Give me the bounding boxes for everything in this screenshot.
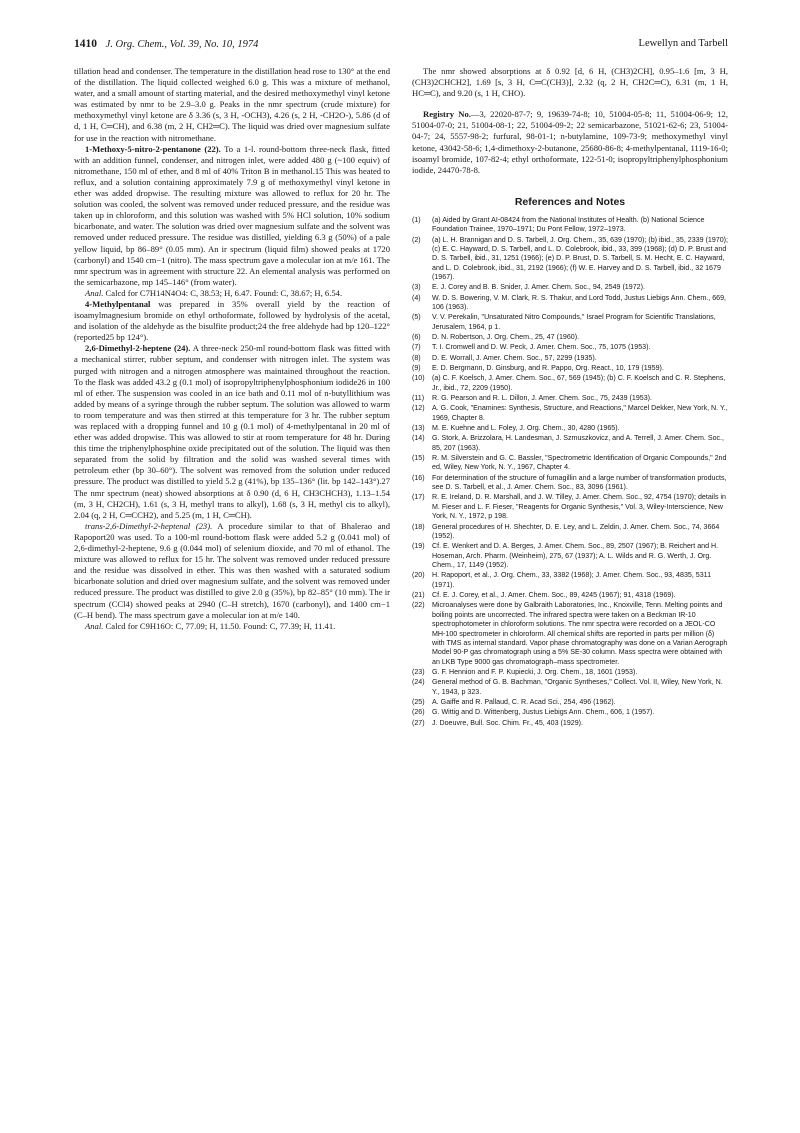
reference-number: (18) xyxy=(412,522,425,531)
journal-citation: J. Org. Chem., Vol. 39, No. 10, 1974 xyxy=(105,39,259,50)
reference-number: (1) xyxy=(412,215,421,224)
running-authors: Lewellyn and Tarbell xyxy=(638,38,728,49)
reference-number: (21) xyxy=(412,591,425,600)
reference-item xyxy=(412,354,728,363)
reference-number: (19) xyxy=(412,542,425,551)
running-header xyxy=(74,36,728,52)
reference-item xyxy=(412,333,728,342)
reference-number: (6) xyxy=(412,333,421,342)
reference-text: For determination of the structure of fumagillin and a large number of transformation products, see D. S. Tarbell, et al., J. Amer. Chem. Soc., 83, 3096 (1961). xyxy=(432,473,727,492)
reference-number: (5) xyxy=(412,313,421,322)
reference-text: (a) L. H. Brannigan and D. S. Tarbell, J. Org. Chem., 35, 639 (1970); (b) ibid., 35, 2339 (1970); (c) E. C. Hayward, D. S. Tarbell, and L. D. Colebrook, ibid., 33, 399 (1968); (d) D. P. Brust and D. S. Tarbell, ibid., 31, 1251 (1966); (e) D. P. Brust, D. S. Tarbell, S. M. Hecht, E. C. Hayward, and L. D. Colebrook, ibid., 31, 2192 (1966); (f) W. E. Harvey and D. S. Tarbell, ibid., 32 1679 (1967). xyxy=(432,235,728,282)
paragraph-compound-22 xyxy=(74,144,390,288)
reference-text: (a) C. F. Koelsch, J. Amer. Chem. Soc., 67, 569 (1945); (b) C. F. Koelsch and C. R. Stephens, Jr., ibid., 72, 2209 (1950). xyxy=(432,374,726,392)
reference-number: (12) xyxy=(412,404,425,413)
paragraph-analysis-23 xyxy=(74,621,390,632)
reference-item xyxy=(412,343,728,352)
paragraph-compound-24 xyxy=(74,343,390,521)
paragraph-text: To a 1-l. round-bottom three-neck flask, fitted with an addition funnel, condenser, and nitrogen inlet, were added 480 g (~100 equiv) of nitromethane, 150 ml of ether, and 8 ml of 40% Triton B in methanol.15 This was heated to reflux, and a solution containing approximately 7.9 g of methoxymethyl vinyl ketone in ether was added dropwise. The resulting mixture was allowed to reflux for 20 hr. The solution was cooled, the solvent was removed under reduced pressure, and the residue was taken up in chloroform, and this solution was washed with 5% HCl solution, 10% sodium bicarbonate, and water. The solution was dried over magnesium sulfate and the solvent was removed under reduced pressure. The residue was distilled, yielding 6.3 g (50%) of a pale yellow liquid, bp 86–89° (0.05 mm). An ir spectrum (liquid film) showed peaks at 1720 (carbonyl) and 1540 cm−1 (nitro). The mass spectrum gave a molecular ion at m/e 161. The nmr spectrum was in agreement with structure 22. An elemental analysis was performed on the semicarbazone, mp 145–146° (from water). xyxy=(74,143,390,287)
reference-text: E. D. Bergmann, D. Ginsburg, and R. Pappo, Org. React., 10, 179 (1959). xyxy=(432,364,664,373)
registry-text: —3, 22020-87-7; 9, 19639-74-8; 10, 51004-05-8; 11, 51004-06-9; 12, 51004-07-0; 21, 51004-08-1; 22, 51004-09-2; 22 semicarbazone, 51021-62-6; 23, 51004-04-7; 24, 5557-98-2; furfural, 98-01-1; n-butylamine, 109-73-9; methoxymethyl vinyl ketone, 43042-58-6; 1,4-dimethoxy-2-butanone, 25680-86-8; 4-methylpentanal, 1119-16-0; isoamyl bromide, 107-82-4; ethyl orthoformate, 122-51-0; isopropyltriphenylphosphonium iodide, 24470-78-8. xyxy=(412,109,728,175)
reference-item xyxy=(412,313,728,332)
compound-title: 4-Methylpentanal xyxy=(85,298,151,309)
reference-number: (4) xyxy=(412,293,421,302)
reference-text: (a) Aided by Grant AI-08424 from the National Institutes of Health. (b) National Science Foundation Trainee, 1970–1971; Du Pont Fellow, 1972–1973. xyxy=(432,215,705,234)
left-column xyxy=(74,66,390,632)
reference-text: J. Doeuvre, Bull. Soc. Chim. Fr., 45, 403 (1929). xyxy=(432,718,584,727)
reference-number: (7) xyxy=(412,343,421,352)
reference-text: W. D. S. Bowering, V. M. Clark, R. S. Thakur, and Lord Todd, Justus Liebigs Ann. Chem., 669, 106 (1963). xyxy=(432,293,727,312)
reference-number: (14) xyxy=(412,434,425,443)
reference-item xyxy=(412,424,728,433)
reference-number: (23) xyxy=(412,668,425,677)
references-heading: References and Notes xyxy=(514,195,626,208)
reference-item xyxy=(412,236,728,283)
reference-number: (26) xyxy=(412,708,425,717)
reference-item xyxy=(412,283,728,292)
analysis-text: Calcd for C9H16O: C, 77.09; H, 11.50. Found: C, 77.39; H, 11.41. xyxy=(103,620,336,631)
reference-item xyxy=(412,708,728,717)
reference-text: Cf. E. J. Corey, et al., J. Amer. Chem. Soc., 89, 4245 (1967); 91, 4318 (1969). xyxy=(432,591,676,600)
reference-number: (13) xyxy=(412,424,425,433)
paragraph-text: was prepared in 35% overall yield by the reaction of isoamylmagnesium bromide on ethyl orthoformate, followed by hydrolysis of the acetal, and isolation of the aldehyde as the bisulfite product;24 the free aldehyde had bp 120–122° (reported25 bp 124°). xyxy=(74,298,390,343)
reference-number: (24) xyxy=(412,678,425,687)
reference-item xyxy=(412,294,728,313)
reference-number: (15) xyxy=(412,454,425,463)
page-number: 1410 xyxy=(74,38,97,50)
analysis-label: Anal. xyxy=(85,620,104,631)
reference-text: A. G. Cook, "Enamines: Synthesis, Structure, and Reactions," Marcel Dekker, New York, N. Y., 1969, Chapter 8. xyxy=(432,404,728,422)
right-column xyxy=(412,66,728,729)
reference-text: A. Gaiffe and R. Pallaud, C. R. Acad Sci., 254, 496 (1962). xyxy=(432,698,616,707)
paragraph-registry xyxy=(412,109,728,176)
reference-text: T. I. Cromwell and D. W. Peck, J. Amer. Chem. Soc., 75, 1075 (1953). xyxy=(432,343,651,352)
reference-number: (27) xyxy=(412,718,425,727)
reference-item xyxy=(412,542,728,570)
paragraph-compound-23 xyxy=(74,521,390,621)
reference-item xyxy=(412,668,728,677)
reference-item xyxy=(412,454,728,473)
paragraph-analysis-22 xyxy=(74,288,390,299)
reference-text: R. G. Pearson and R. L. Dillon, J. Amer. Chem. Soc., 75, 2439 (1953). xyxy=(432,394,653,403)
compound-title: trans-2,6-Dimethyl-2-heptenal (23). xyxy=(85,520,213,531)
reference-text: G. Stork, A. Brizzolara, H. Landesman, J. Szmuszkovicz, and A. Terrell, J. Amer. Chem. Soc., 85, 207 (1963). xyxy=(432,434,725,452)
reference-text: General method of G. B. Bachman, "Organic Syntheses," Collect. Vol. II, Wiley, New York, N. Y., 1943, p 323. xyxy=(432,678,723,696)
reference-text: G. Wittig and D. Wittenberg, Justus Liebigs Ann. Chem., 606, 1 (1957). xyxy=(432,708,655,717)
reference-item xyxy=(412,374,728,393)
reference-item xyxy=(412,404,728,423)
paragraph-distillation: tillation head and condenser. The temperature in the distillation head rose to 130° at the end of the distillation. The liquid collected weighed 6.0 g. This was a mixture of methanol, water, and a small amount of starting material, and the desired methoxymethyl vinyl ketone was estimated by nmr to be 2.9–3.0 g. Peaks in the nmr spectrum (crude mixture) for methoxymethyl vinyl ketone are δ 3.36 (s, 3 H, -OCH3), 4.26 (s, 2 H, -CH2O-), 5.86 (d of d, 1 H, C═CH), and 6.38 (m, 2 H, CH2═C). The liquid was dried over magnesium sulfate for use in the reaction with nitromethane. xyxy=(74,66,390,143)
reference-text: D. N. Robertson, J. Org. Chem., 25, 47 (1960). xyxy=(432,333,580,342)
reference-item xyxy=(412,571,728,590)
reference-item xyxy=(412,719,728,728)
reference-number: (16) xyxy=(412,473,425,482)
reference-number: (11) xyxy=(412,394,425,403)
reference-number: (20) xyxy=(412,571,425,580)
reference-number: (10) xyxy=(412,374,425,383)
reference-item xyxy=(412,698,728,707)
reference-item xyxy=(412,493,728,521)
reference-text: H. Rapoport, et al., J. Org. Chem., 33, 3382 (1968); J. Amer. Chem. Soc., 93, 4835, 5311 (1971). xyxy=(432,571,712,589)
reference-item xyxy=(412,434,728,453)
reference-text: M. E. Kuehne and L. Foley, J. Org. Chem., 30, 4280 (1965). xyxy=(432,424,620,433)
reference-item xyxy=(412,394,728,403)
reference-item xyxy=(412,364,728,373)
compound-title: 2,6-Dimethyl-2-heptene (24). xyxy=(85,343,191,354)
reference-text: Cf. E. Wenkert and D. A. Berges, J. Amer. Chem. Soc., 89, 2507 (1967); B. Reichert and H. Hoseman, Arch. Pharm. (Weinheim), 275, 67 (1937); A. L. Wilds and R. G. Werth, J. Org. Chem., 17, 1149 (1952). xyxy=(432,542,719,570)
reference-number: (3) xyxy=(412,283,421,292)
reference-item xyxy=(412,601,728,667)
reference-text: V. V. Perekalin, "Unsaturated Nitro Compounds," Israel Program for Scientific Translations, Jerusalem, 1964, p 1. xyxy=(432,313,716,331)
reference-number: (8) xyxy=(412,353,421,362)
reference-item xyxy=(412,523,728,542)
paragraph-text: A procedure similar to that of Bhalerao and Rapoport20 was used. To a 100-ml round-bottom flask were added 5.2 g (0.041 mol) of 2,6-dimethyl-2-heptene, 9.6 g (0.044 mol) of selenium dioxide, and 70 ml of ethanol. The mixture was allowed to reflux for 15 hr. The solvent was removed under reduced pressure and the residue was dissolved in ether. This was then washed with a saturated sodium bicarbonate solution and dried over magnesium sulfate, and the solvent was removed under reduced pressure. The product was distilled to give 2.0 g (35%), bp 82–85° (10 mm). The ir spectrum (CCl4) showed peaks at 2940 (C–H stretch), 1670 (carbonyl), and 1400 cm−1 (C–H bend). The mass spectrum gave a molecular ion at m/e 140. xyxy=(74,520,390,620)
analysis-label: Anal. xyxy=(85,287,104,298)
paragraph-text: A three-neck 250-ml round-bottom flask was fitted with a mechanical stirrer, rubber septum, and condenser with nitrogen inlet. The system was purged with nitrogen and a nitrogen atmosphere was maintained throughout the reaction. To the flask was added 43.2 g (0.1 mol) of isopropyltriphenylphosphonium iodide26 in 100 ml of ether. The suspension was cooled in an ice bath and 0.11 mol of n-butyllithium was added by means of a syringe through the rubber septum. The solution was allowed to warm to room temperature and was then stirred at this temperature for 3 hr. The rubber septum was replaced with a dropping funnel and 10 g (0.1 mol) of 4-methylpentanal in 20 ml of ether was added dropwise. This was allowed to stir at room temperature for 48 hr. During this time the triphenylphosphine oxide precipitated out of the solution. The liquid was then separated from the solid by filtration and the solid was washed several times with petroleum ether (bp 30–60°). The solvent was removed from the solution under reduced pressure. The product was distilled to yield 5.2 g (41%), bp 135–136° (lit. bp 142–143°).27 The nmr spectrum (neat) showed absorptions at δ 0.90 (d, 6 H, CH3CHCH3), 1.13–1.54 (m, 3 H, CH2CH), 1.61 (s, 3 H, methyl trans to alkyl), 1.68 (s, 3 H, methyl cis to alkyl), 2.04 (q, 2 H, C═CCH2), and 5.25 (m, 1 H, C═CH). xyxy=(74,343,390,520)
reference-text: D. E. Worrall, J. Amer. Chem. Soc., 57, 2299 (1935). xyxy=(432,353,597,362)
reference-item xyxy=(412,216,728,235)
reference-list xyxy=(412,216,728,728)
reference-item xyxy=(412,474,728,493)
reference-text: G. F. Hennion and F. P. Kupiecki, J. Org. Chem., 18, 1601 (1953). xyxy=(432,668,638,677)
reference-number: (22) xyxy=(412,601,425,610)
reference-text: E. J. Corey and B. B. Snider, J. Amer. Chem. Soc., 94, 2549 (1972). xyxy=(432,283,645,292)
reference-number: (25) xyxy=(412,698,425,707)
reference-text: Microanalyses were done by Galbraith Laboratories, Inc., Knoxville, Tenn. Melting points and boiling points are uncorrected. The infrared spectra were taken on a Beckman IR-10 spectrophotometer in chloroform solutions. The nmr spectra were recorded on a JEOL-CO MH-100 spectrometer in chloroform. All chemical shifts are reported in parts per million (δ) with TMS as internal standard. Vapor phase chromatography was done on a Varian Aerograph Model 90-P gas chromatograph using a 5% SE-30 column. Mass spectra were obtained with an LKB Type 9000 gas chromatograph–mass spectrometer. xyxy=(432,601,728,666)
compound-title: 1-Methoxy-5-nitro-2-pentanone (22). xyxy=(85,143,221,154)
registry-label: Registry No. xyxy=(423,109,471,120)
reference-number: (17) xyxy=(412,493,425,502)
reference-text: R. E. Ireland, D. R. Marshall, and J. W. Tilley, J. Amer. Chem. Soc., 92, 4754 (1970); details in M. Fieser and L. F. Fieser, "Reagents for Organic Synthesis," Vol. 3, Wiley-Interscience, New York, N. Y., 1972, p 198. xyxy=(432,493,726,521)
analysis-text: Calcd for C7H14N4O4: C, 38.53; H, 6.47. Found: C, 38.67; H, 6.54. xyxy=(103,287,343,298)
reference-text: R. M. Silverstein and G. C. Bassler, "Spectrometric Identification of Organic Compounds," 2nd ed, Wiley, New York, N. Y., 1967, Chapter 4. xyxy=(432,454,727,472)
paragraph-methylpentanal xyxy=(74,299,390,343)
paragraph-nmr: The nmr showed absorptions at δ 0.92 [d, 6 H, (CH3)2CH], 0.95–1.6 [m, 3 H, (CH3)2CHCH2], 1.69 [s, 3 H, C═C(CH3)], 2.32 (q, 2 H, CH2C═C), 6.31 (m, 1 H, HC═C), and 9.20 (s, 1 H, CHO). xyxy=(412,66,728,99)
reference-number: (2) xyxy=(412,235,421,244)
reference-number: (9) xyxy=(412,364,421,373)
reference-item xyxy=(412,678,728,697)
reference-item xyxy=(412,591,728,600)
reference-text: General procedures of H. Shechter, D. E. Ley, and L. Zeldin, J. Amer. Chem. Soc., 74, 3664 (1952). xyxy=(432,522,720,540)
